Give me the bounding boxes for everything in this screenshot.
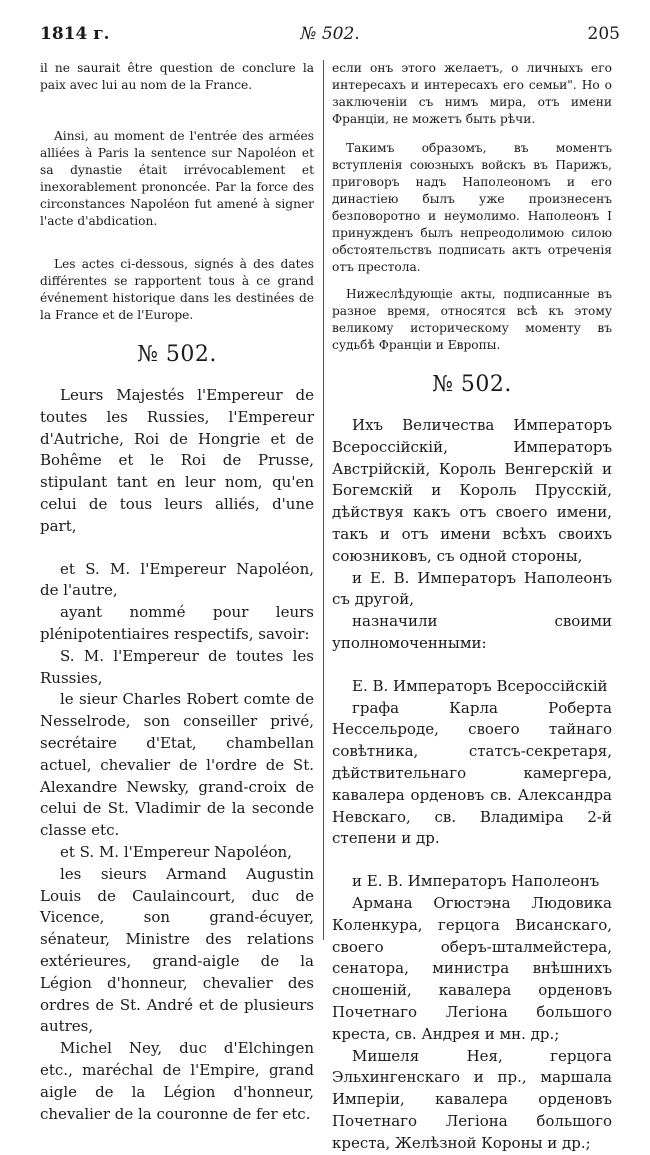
french-treaty-text <box>40 385 314 1125</box>
page-header <box>40 24 620 48</box>
french-treaty-paragraph: Michel Ney, duc d'Elchingen etc., maréchal de l'Empire, grand aigle de la Légion d'honneur, chevalier de la couronne de fer etc. <box>40 1039 314 1123</box>
russian-intro-paragraph: Такимъ образомъ, въ моментъ вступленія союзныхъ войскъ въ Парижъ, приговоръ надъ Наполеономъ и его династіею былъ уже произнесенъ безповоротно и неумолимо. Наполеонъ I принужденъ былъ непреодолимою силою обстоятельствъ подписать актъ отреченія отъ престола. <box>332 141 612 274</box>
header-document-number: № 502. <box>300 24 360 44</box>
russian-column <box>332 60 612 1155</box>
header-year: 1814 г. <box>40 24 110 44</box>
french-treaty-paragraph: les sieurs Armand Augustin Louis de Caulaincourt, duc de Vicence, son grand-écuyer, sénateur, Ministre des relations extérieures, grand-aigle de la Légion d'honneur, chevalier des ordres de St. André et de plusieurs autres, <box>40 864 314 1036</box>
french-treaty-paragraph: S. M. l'Empereur de toutes les Russies, <box>40 646 314 687</box>
french-treaty-paragraph: le sieur Charles Robert comte de Nesselrode, son conseiller privé, secrétaire d'Etat, chambellan actuel, chevalier de l'ordre de St. Alexandre Newsky, grand-croix de celui de St. Vladimir de la seconde classe etc. <box>40 690 314 840</box>
french-intro-paragraph: Ainsi, au moment de l'entrée des armées alliées à Paris la sentence sur Napoléon et sa dynastie était irrévocablement et inexorablement prononcée. Par la force des circonstances Napoléon fut amené à signer l'acte d'abdication. <box>40 129 314 228</box>
header-page-number: 205 <box>587 24 620 44</box>
french-column <box>40 60 314 1125</box>
russian-intro <box>332 60 612 354</box>
russian-treaty-paragraph: Е. В. Императоръ Всероссійскій <box>352 676 608 695</box>
russian-treaty-paragraph: графа Карла Роберта Нессельроде, своего тайнаго совѣтника, статсъ-секретаря, дѣйствительнаго камергера, кавалера орденовъ св. Александра Невскаго, св. Владиміра 2-й степени и др. <box>332 698 612 848</box>
russian-treaty-paragraph: и Е. В. Императоръ Наполеонъ <box>352 872 600 891</box>
french-intro <box>40 60 314 324</box>
column-divider <box>323 60 324 940</box>
french-intro-paragraph: Les actes ci-dessous, signés à des dates différentes se rapportent tous à ce grand événement historique dans les destinées de la France et de l'Europe. <box>40 257 314 322</box>
french-intro-paragraph: il ne saurait être question de conclure la paix avec lui au nom de la France. <box>40 61 314 92</box>
french-treaty-paragraph: Leurs Majestés l'Empereur de toutes les Russies, l'Empereur d'Autriche, Roi de Hongrie et de Bohême et le Roi de Prusse, stipulant tant en leur nom, qu'en celui de tous leurs alliés, d'une part, <box>40 386 314 535</box>
russian-treaty-paragraph: Армана Огюстэна Людовика Коленкура, герцога Висанскаго, своего оберъ-шталмейстера, сенатора, министра внѣшнихъ сношеній, кавалера орденовъ Почетнаго Легіона большого креста, св. Андрея и мн. др.; <box>332 893 612 1043</box>
russian-treaty-heading: № 502. <box>432 372 512 397</box>
russian-intro-paragraph: если онъ этого желаетъ, о личныхъ его интересахъ и интересахъ его семьи". Но о заключеніи съ нимъ мира, отъ имени Франціи, не можетъ быть рѣчи. <box>332 61 612 126</box>
french-treaty-paragraph: et S. M. l'Empereur Napoléon, <box>60 842 292 861</box>
russian-intro-paragraph: Нижеслѣдующіе акты, подписанные въ разное время, относятся всѣ къ этому великому историческому моменту въ судьбѣ Франціи и Европы. <box>332 287 612 352</box>
russian-treaty-paragraph: Мишеля Нея, герцога Эльхингенскаго и пр., маршала Имперіи, кавалера орденовъ Почетнаго Легіона большого креста, Желѣзной Короны и др.; <box>332 1046 612 1152</box>
russian-treaty-text <box>332 415 612 1155</box>
russian-treaty-paragraph: Ихъ Величества Императоръ Всероссійскій, Императоръ Австрійскій, Король Венгерскій и Богемскій и Король Прусскій, дѣйствуя какъ отъ своего имени, такъ и отъ имени всѣхъ своихъ союзниковъ, съ одной стороны, <box>332 416 612 565</box>
french-treaty-heading: № 502. <box>137 342 217 367</box>
russian-treaty-paragraph: и Е. В. Императоръ Наполеонъ съ другой, <box>332 568 612 609</box>
french-treaty-paragraph: ayant nommé pour leurs plénipotentiaires respectifs, savoir: <box>40 603 314 643</box>
russian-treaty-paragraph: назначили своими уполномоченными: <box>332 612 612 652</box>
french-treaty-paragraph: et S. M. l'Empereur Napoléon, de l'autre, <box>40 559 314 600</box>
